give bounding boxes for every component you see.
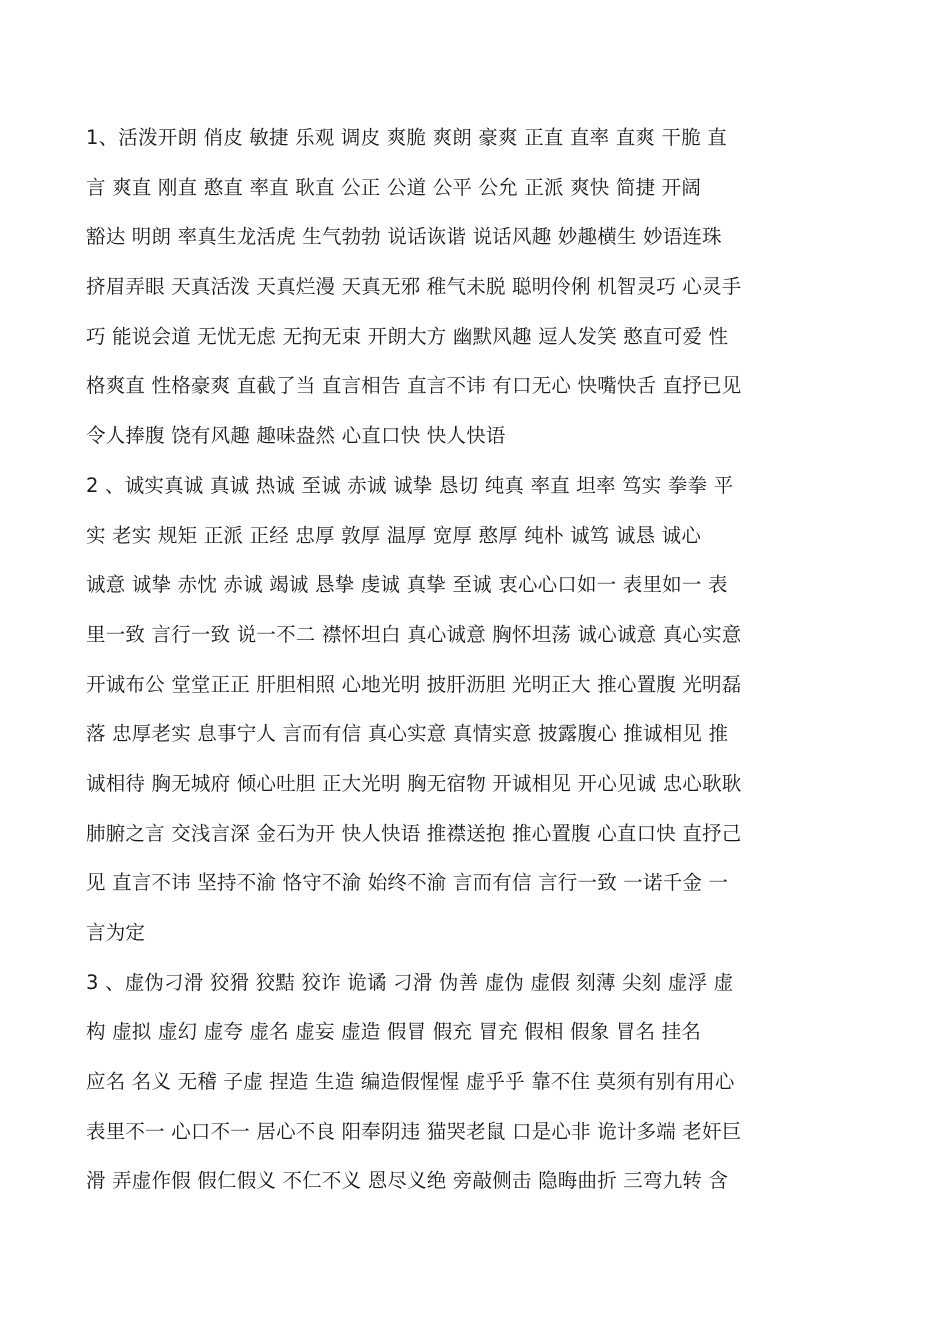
text-line: 应名 名义 无稽 子虚 捏造 生造 编造假惺惺 虚乎乎 靠不住 莫须有别有用心 <box>86 1070 735 1094</box>
text-line: 里一致 言行一致 说一不二 襟怀坦白 真心诚意 胸怀坦荡 诚心诚意 真心实意 <box>86 622 742 646</box>
text-line: 巧 能说会道 无忧无虑 无拘无束 开朗大方 幽默风趣 逗人发笑 憨直可爱 性 <box>86 324 729 348</box>
text-line: 表里不一 心口不一 居心不良 阳奉阴违 猫哭老鼠 口是心非 诡计多端 老奸巨 <box>86 1119 742 1143</box>
text-line: 言 爽直 刚直 憨直 率直 耿直 公正 公道 公平 公允 正派 爽快 简捷 开阔 <box>86 175 702 199</box>
text-line: 2 、诚实真诚 真诚 热诚 至诚 赤诚 诚挚 恳切 纯真 率直 坦率 笃实 拳拳 平 <box>86 473 734 497</box>
text-line: 令人捧腹 饶有风趣 趣味盎然 心直口快 快人快语 <box>86 424 506 448</box>
text-line: 滑 弄虚作假 假仁假义 不仁不义 恩尽义绝 旁敲侧击 隐晦曲折 三弯九转 含 <box>86 1169 729 1193</box>
body-text <box>86 113 758 1206</box>
text-line: 诚相待 胸无城府 倾心吐胆 正大光明 胸无宿物 开诚相见 开心见诚 忠心耿耿 <box>86 771 742 795</box>
text-line: 肺腑之言 交浅言深 金石为开 快人快语 推襟送抱 推心置腹 心直口快 直抒己 <box>86 821 742 845</box>
text-line: 诚意 诚挚 赤忱 赤诚 竭诚 恳挚 虔诚 真挚 至诚 衷心心口如一 表里如一 表 <box>86 573 728 597</box>
text-line: 豁达 明朗 率真生龙活虎 生气勃勃 说话诙谐 说话风趣 妙趣横生 妙语连珠 <box>86 225 722 249</box>
text-line: 落 忠厚老实 息事宁人 言而有信 真心实意 真情实意 披露腹心 推诚相见 推 <box>86 722 729 746</box>
text-line: 构 虚拟 虚幻 虚夸 虚名 虚妄 虚造 假冒 假充 冒充 假相 假象 冒名 挂名 <box>86 1020 702 1044</box>
text-line: 见 直言不讳 坚持不渝 恪守不渝 始终不渝 言而有信 言行一致 一诺千金 一 <box>86 871 729 895</box>
text-line: 挤眉弄眼 天真活泼 天真烂漫 天真无邪 稚气未脱 聪明伶俐 机智灵巧 心灵手 <box>86 275 742 299</box>
text-line: 3 、虚伪刁滑 狡猾 狡黠 狡诈 诡谲 刁滑 伪善 虚伪 虚假 刻薄 尖刻 虚浮 虚 <box>86 970 734 994</box>
text-line: 言为定 <box>86 921 146 944</box>
text-line: 格爽直 性格豪爽 直截了当 直言相告 直言不讳 有口无心 快嘴快舌 直抒已见 <box>86 374 742 398</box>
text-line: 实 老实 规矩 正派 正经 忠厚 敦厚 温厚 宽厚 憨厚 纯朴 诚笃 诚恳 诚心 <box>86 523 702 547</box>
text-line: 1、活泼开朗 俏皮 敏捷 乐观 调皮 爽脆 爽朗 豪爽 正直 直率 直爽 干脆 直 <box>86 126 727 149</box>
text-line: 开诚布公 堂堂正正 肝胆相照 心地光明 披肝沥胆 光明正大 推心置腹 光明磊 <box>86 672 742 696</box>
